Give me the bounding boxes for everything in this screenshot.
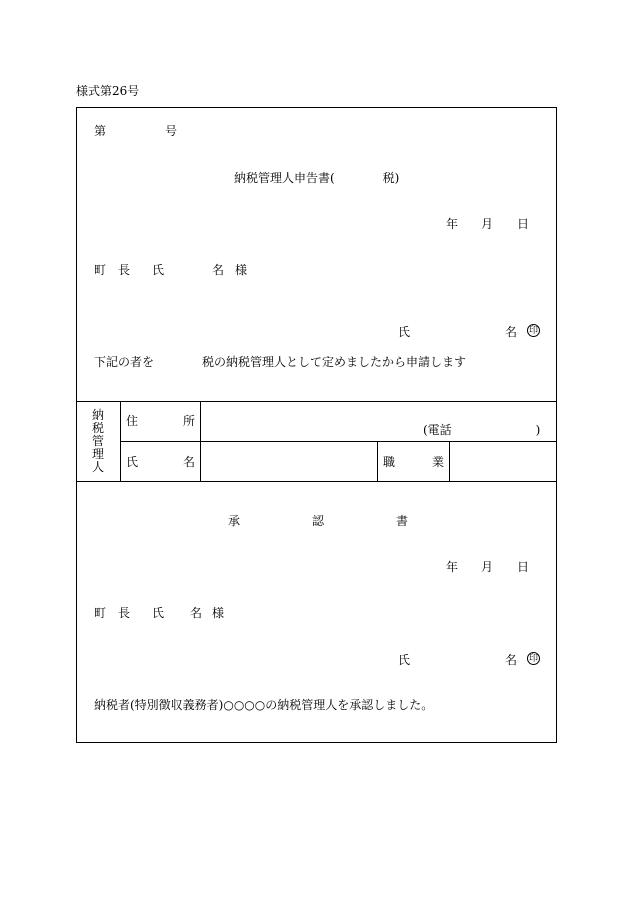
approval-addressee-shi: 氏 [152, 606, 165, 620]
approval-seal-mark-icon: 印 [528, 654, 538, 664]
approval-title-c: 書 [396, 514, 409, 528]
address-label-b: 所 [183, 414, 196, 428]
table-top-line [76, 401, 557, 402]
approval-addressee-sama: 様 [212, 606, 225, 620]
applicant-shi: 氏 [398, 325, 411, 339]
addressee-mei: 名 [212, 263, 225, 277]
addressee-mayor: 町 長 [94, 263, 131, 277]
tax-administrator-header: 納 税 管 理 人 [91, 408, 104, 474]
addressee-shi: 氏 [152, 263, 165, 277]
approval-addressee-mayor: 町 長 [94, 606, 131, 620]
number-suffix: 号 [165, 124, 178, 138]
occupation-label-a: 職 [383, 455, 396, 469]
table-bottom-line [76, 481, 557, 482]
approval-date-month: 月 [481, 560, 494, 574]
approval-date-year: 年 [446, 560, 459, 574]
number-prefix: 第 [94, 124, 107, 138]
table-divider-occupation [449, 441, 450, 481]
occupation-label-b: 業 [432, 455, 445, 469]
date-year: 年 [446, 217, 459, 231]
applicant-mei: 名 [505, 325, 518, 339]
date-day: 日 [517, 217, 530, 231]
approval-addressee-mei: 名 [190, 606, 203, 620]
addressee-sama: 様 [235, 263, 248, 277]
name-label-b: 名 [183, 455, 196, 469]
approval-date-day: 日 [517, 560, 530, 574]
table-divider-name [377, 441, 378, 481]
page-title: 納税管理人申告書( 税) [234, 171, 400, 185]
date-month: 月 [481, 217, 494, 231]
approval-title-a: 承 [228, 514, 241, 528]
signer-mei: 名 [505, 653, 518, 667]
table-divider-label [200, 401, 201, 481]
address-label-a: 住 [126, 414, 139, 428]
phone-field: (電話 ) [423, 423, 541, 437]
approval-statement: 納税者(特別徴収義務者)○○○○の納税管理人を承認しました。 [94, 698, 434, 712]
application-statement: 下記の者を 税の納税管理人として定めましたから申請します [94, 355, 467, 369]
signer-shi: 氏 [398, 653, 411, 667]
seal-mark-icon: 印 [528, 326, 538, 336]
name-label-a: 氏 [126, 455, 139, 469]
approval-title-b: 認 [312, 514, 325, 528]
table-middle-line [120, 441, 557, 442]
form-number: 様式第26号 [76, 84, 140, 98]
table-divider-header [120, 401, 121, 481]
